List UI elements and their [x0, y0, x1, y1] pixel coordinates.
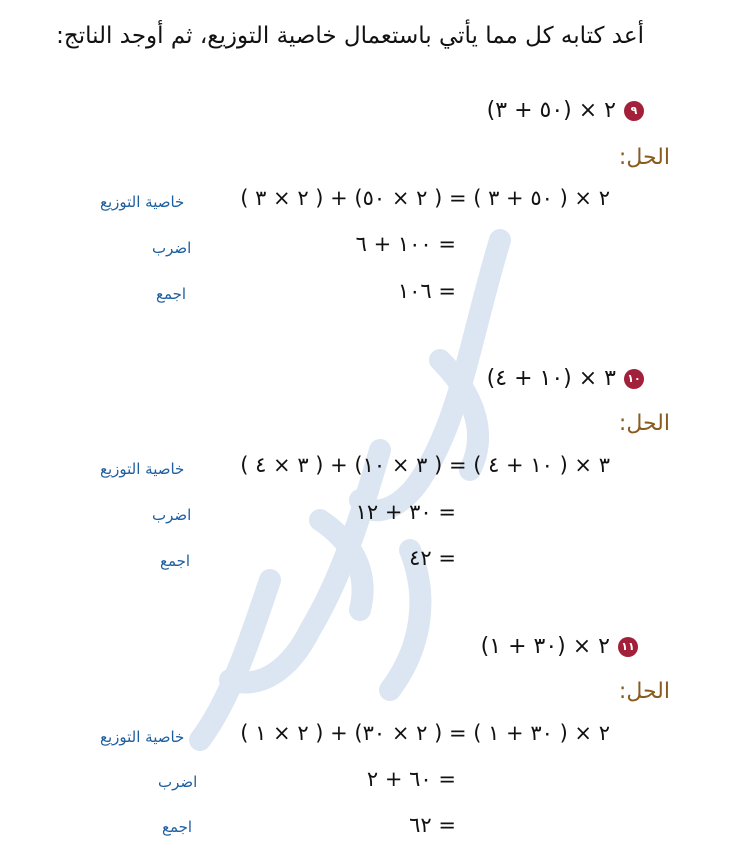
- problem-9-step-3-expr: = ١٠٦: [397, 279, 456, 303]
- problem-11-step-2-note: اضرب: [158, 773, 198, 791]
- problem-9-step-3-note: اجمع: [156, 285, 187, 303]
- problem-9-step-1-note: خاصية التوزيع: [100, 193, 185, 211]
- problem-10-step-2-note: اضرب: [152, 506, 192, 524]
- problem-9-solution-label: الحل:: [618, 145, 670, 170]
- problem-11-question: ٢ × (٣٠ + ١): [480, 634, 610, 659]
- instructions-text: أعد كتابه كل مما يأتي باستعمال خاصية التوزيع، ثم أوجد الناتج:: [56, 23, 644, 49]
- problem-10-step-1-note: خاصية التوزيع: [100, 460, 185, 478]
- problem-11-header: [481, 634, 638, 659]
- problem-10-step-3-expr: = ٤٢: [409, 546, 456, 570]
- problem-10-number-badge: ١٠: [624, 369, 644, 389]
- problem-10-header: [487, 366, 644, 391]
- problem-11-step-2-expr: = ٦٠ + ٢: [366, 767, 456, 791]
- problem-10-question: ٣ × (١٠ + ٤): [486, 366, 616, 391]
- problem-9-step-1-expr: ٢ × ( ٥٠ + ٣ ) = ( ٢ × ٥٠) + ( ٢ × ٣ ): [240, 186, 610, 210]
- problem-9-header: [487, 98, 644, 123]
- problem-11-step-3-note: اجمع: [162, 818, 193, 836]
- problem-11-step-3-expr: = ٦٢: [409, 813, 456, 837]
- problem-9-number-badge: ٩: [624, 101, 644, 121]
- problem-10-solution-label: الحل:: [618, 411, 670, 436]
- problem-10-step-3-note: اجمع: [160, 552, 191, 570]
- problem-10-step-1-expr: ٣ × ( ١٠ + ٤ ) = ( ٣ × ١٠) + ( ٣ × ٤ ): [240, 453, 610, 477]
- problem-11-number-badge: ١١: [618, 637, 638, 657]
- problem-11-step-1-expr: ٢ × ( ٣٠ + ١ ) = ( ٢ × ٣٠) + ( ٢ × ١ ): [240, 721, 610, 745]
- problem-9-step-2-expr: = ١٠٠ + ٦: [355, 232, 456, 256]
- problem-11-solution-label: الحل:: [618, 679, 670, 704]
- problem-10-step-2-expr: = ٣٠ + ١٢: [355, 500, 456, 524]
- problem-11-step-1-note: خاصية التوزيع: [100, 728, 185, 746]
- problem-9-question: ٢ × (٥٠ + ٣): [486, 98, 616, 123]
- problem-9-step-2-note: اضرب: [152, 239, 192, 257]
